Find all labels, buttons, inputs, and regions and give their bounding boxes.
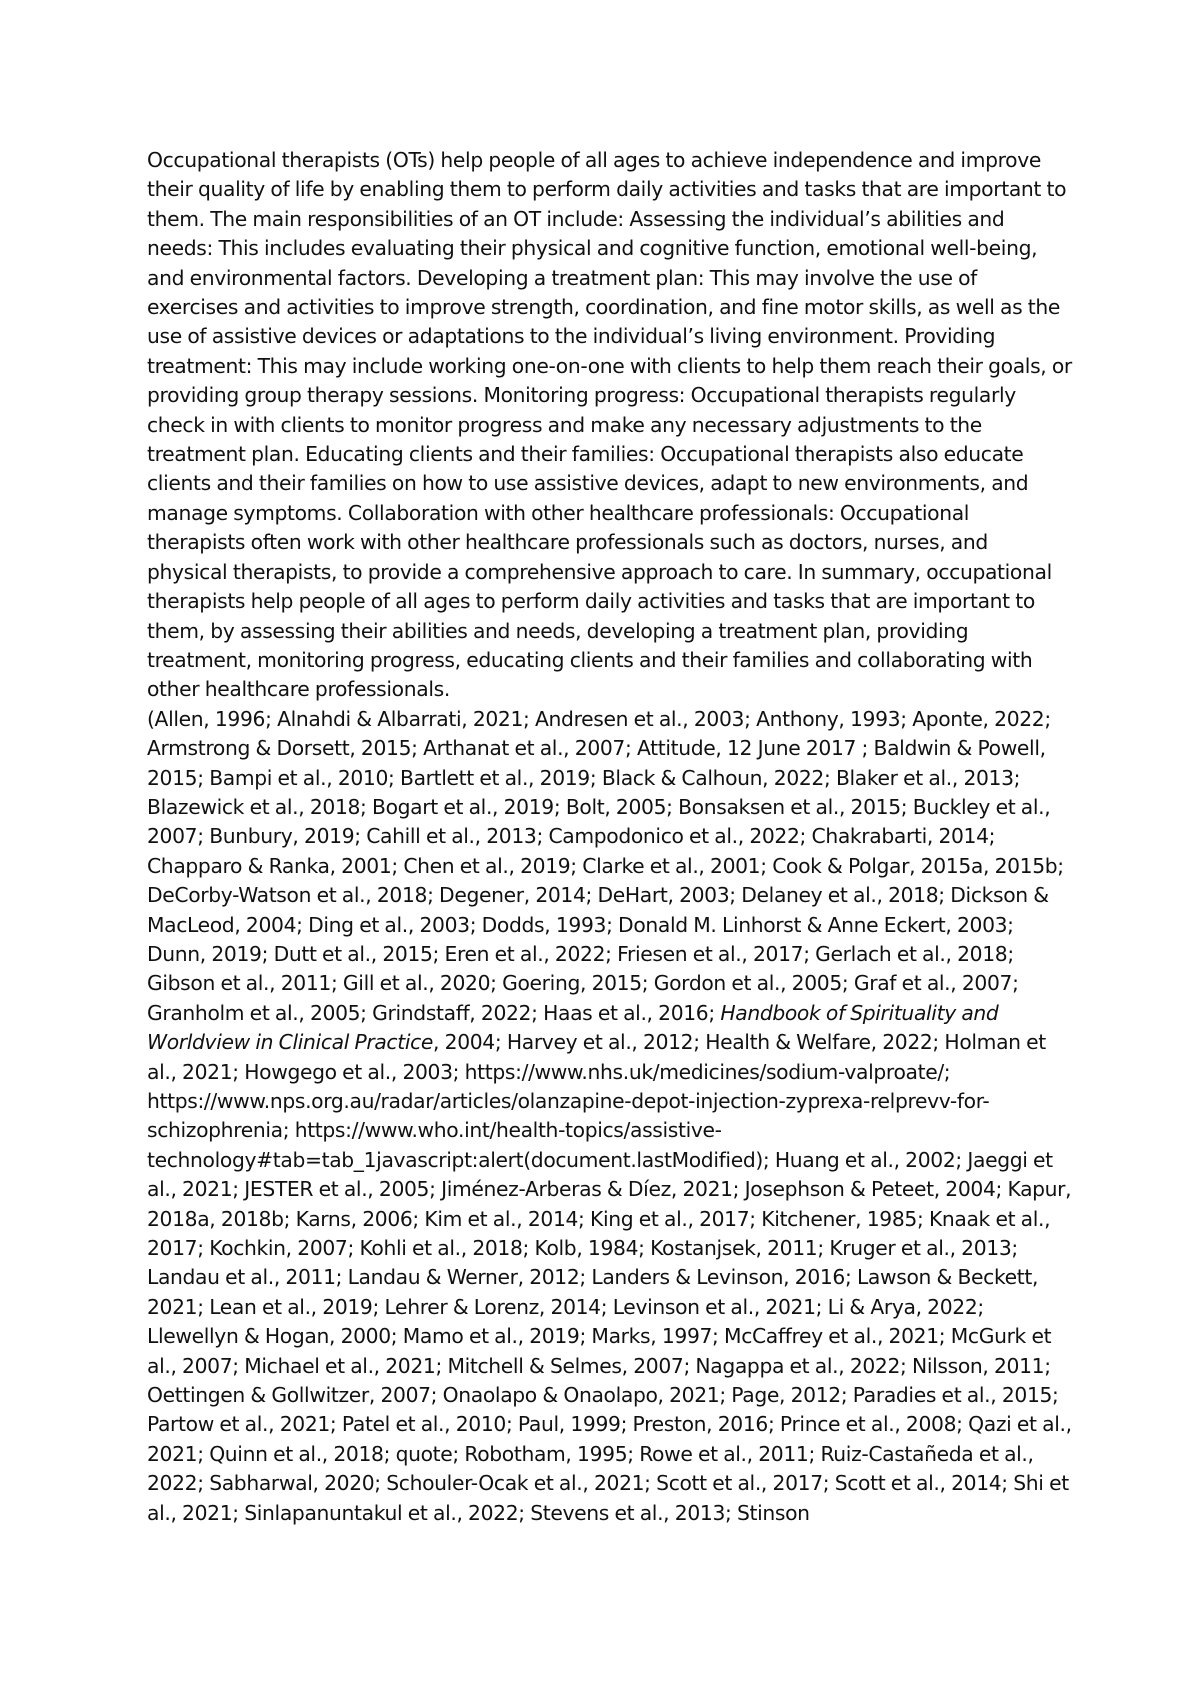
body-paragraph: Occupational therapists (OTs) help people of all ages to achieve independence and improve their quality of life by enabling them to perform daily activities and tasks that are important to them. The main responsibilities of an OT include: Assessing the individual’s abilities and needs: This includes evaluating their physical and cognitive function, emotional well-being, and environmental factors. Developing a treatment plan: This may involve the use of exercises and activities to improve strength, coordination, and fine motor skills, as well as the use of assistive devices or adaptations to the individual’s living environment. Providing treatment: This may include working one-on-one with clients to help them reach their goals, or providing group therapy sessions. Monitoring progress: Occupational therapists regularly check in with clients to monitor progress and make any necessary adjustments to the treatment plan. Educating clients and their families: Occupational therapists also educate clients and their families on how to use assistive devices, adapt to new environments, and manage symptoms. Collaboration with other healthcare professionals: Occupational therapists often work with other healthcare professionals such as doctors, nurses, and physical therapists, to provide a comprehensive approach to care. In summary, occupational therapists help people of all ages to perform daily activities and tasks that are important to them, by assessing their abilities and needs, developing a treatment plan, providing treatment, monitoring progress, educating clients and their families and collaborating with other healthcare professionals. [147, 148, 1072, 702]
document-page [147, 146, 1072, 1528]
citations-italic-title: Handbook of Spirituality and Worldview in Clinical Practice [147, 1000, 999, 1055]
citations-text-part1: (Allen, 1996; Alnahdi & Albarrati, 2021; Andresen et al., 2003; Anthony, 1993; Aponte, 2022; Armstrong & Dorsett, 2015; Arthanat et al., 2007; Attitude, 12 June 2017 ; Baldwin & Powell, 2015; Bampi et al., 2010; Bartlett et al., 2019; Black & Calhoun, 2022; Blaker et al., 2013; Blazewick et al., 2018; Bogart et al., 2019; Bolt, 2005; Bonsaksen et al., 2015; Buckley et al., 2007; Bunbury, 2019; Cahill et al., 2013; Campodonico et al., 2022; Chakrabarti, 2014; Chapparo & Ranka, 2001; Chen et al., 2019; Clarke et al., 2001; Cook & Polgar, 2015a, 2015b; DeCorby-Watson et al., 2018; Degener, 2014; DeHart, 2003; Delaney et al., 2018; Dickson & MacLeod, 2004; Ding et al., 2003; Dodds, 1993; Donald M. Linhorst & Anne Eckert, 2003; Dunn, 2019; Dutt et al., 2015; Eren et al., 2022; Friesen et al., 2017; Gerlach et al., 2018; Gibson et al., 2011; Gill et al., 2020; Goering, 2015; Gordon et al., 2005; Graf et al., 2007; Granholm et al., 2005; Grindstaff, 2022; Haas et al., 2016; [147, 706, 1064, 1025]
citations-text-part2: , 2004; Harvey et al., 2012; Health & Welfare, 2022; Holman et al., 2021; Howgego et al., 2003; https://www.nhs.uk/medicines/sodium-valproate/; https://www.nps.org.au/radar/articles/olanzapine-depot-injection-zyprexa-relprevv-for-schizophrenia; https://www.who.int/health-topics/assistive-technology#tab=tab_1javascript:alert(document.lastModified); Huang et al., 2002; Jaeggi et al., 2021; JESTER et al., 2005; Jiménez-Arberas & Díez, 2021; Josephson & Peteet, 2004; Kapur, 2018a, 2018b; Karns, 2006; Kim et al., 2014; King et al., 2017; Kitchener, 1985; Knaak et al., 2017; Kochkin, 2007; Kohli et al., 2018; Kolb, 1984; Kostanjsek, 2011; Kruger et al., 2013; Landau et al., 2011; Landau & Werner, 2012; Landers & Levinson, 2016; Lawson & Beckett, 2021; Lean et al., 2019; Lehrer & Lorenz, 2014; Levinson et al., 2021; Li & Arya, 2022; Llewellyn & Hogan, 2000; Mamo et al., 2019; Marks, 1997; McCaffrey et al., 2021; McGurk et al., 2007; Michael et al., 2021; Mitchell & Selmes, 2007; Nagappa et al., 2022; Nilsson, 2011; Oettingen & Gollwitzer, 2007; Onaolapo & Onaolapo, 2021; Page, 2012; Paradies et al., 2015; Partow et al., 2021; Patel et al., 2010; Paul, 1999; Preston, 2016; Prince et al., 2008; Qazi et al., 2021; Quinn et al., 2018; quote; Robotham, 1995; Rowe et al., 2011; Ruiz-Castañeda et al., 2022; Sabharwal, 2020; Schouler-Ocak et al., 2021; Scott et al., 2017; Scott et al., 2014; Shi et al., 2021; Sinlapanuntakul et al., 2022; Stevens et al., 2013; Stinson [147, 1030, 1072, 1525]
citations-paragraph [147, 705, 1072, 1528]
